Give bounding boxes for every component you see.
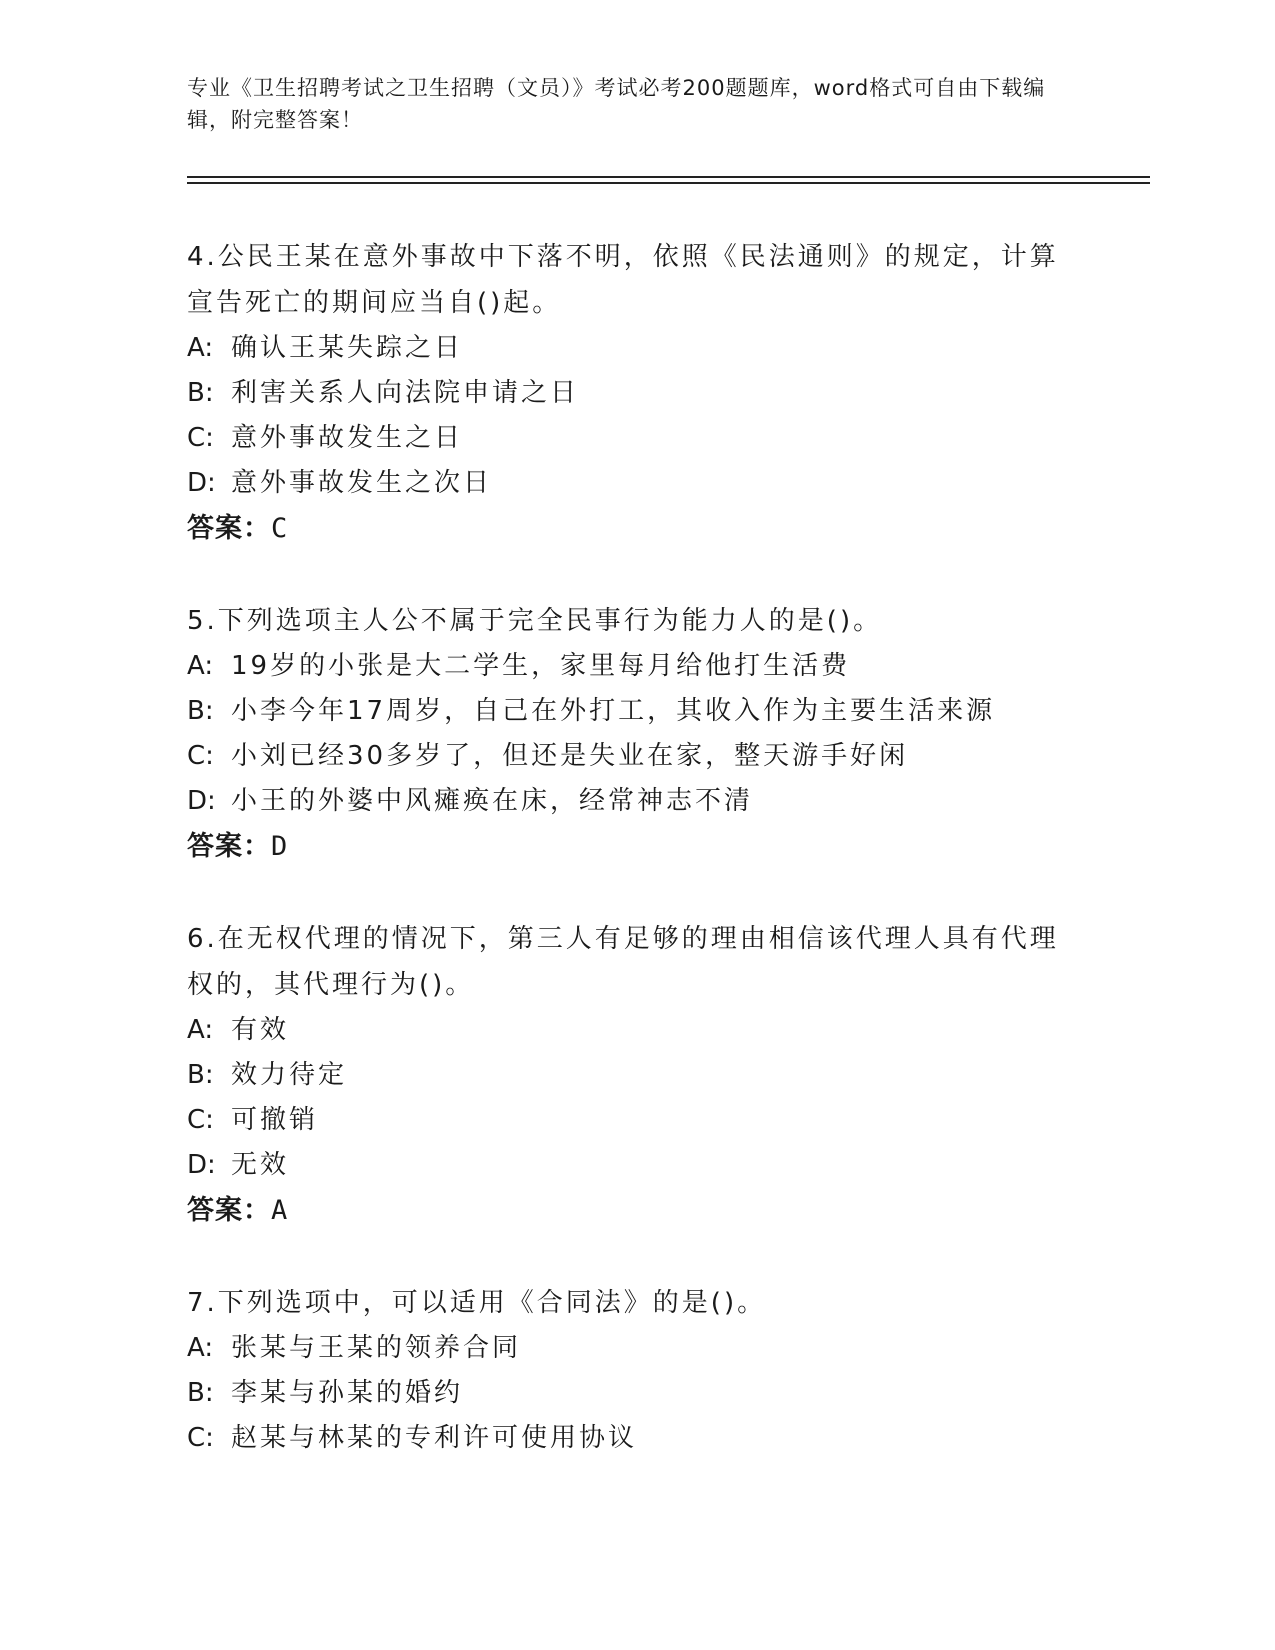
option-key: C: xyxy=(187,423,214,453)
question-option xyxy=(187,416,1087,461)
question-list xyxy=(187,234,1087,1507)
option-text: 确认王某失踪之日 xyxy=(231,333,464,363)
question-option xyxy=(187,461,1087,506)
option-text: 小王的外婆中风瘫痪在床，经常神志不清 xyxy=(231,786,754,816)
question-option xyxy=(187,1098,1087,1143)
question-stem: 7.下列选项中，可以适用《合同法》的是()。 xyxy=(187,1288,767,1318)
option-key: A: xyxy=(187,1015,214,1045)
answer-label: 答案： xyxy=(187,513,271,544)
question-option xyxy=(187,1143,1087,1188)
question-stem: 6.在无权代理的情况下，第三人有足够的理由相信该代理人具有代理权的，其代理行为()。 xyxy=(187,924,1059,1000)
option-key: A: xyxy=(187,333,214,363)
option-text: 意外事故发生之日 xyxy=(231,423,464,453)
option-text: 效力待定 xyxy=(231,1060,348,1090)
document-header: 专业《卫生招聘考试之卫生招聘（文员）》考试必考200题题库，word格式可自由下载编辑，附完整答案！ xyxy=(187,76,1046,132)
question-option xyxy=(187,779,1087,824)
question-option xyxy=(187,644,1087,689)
option-text: 意外事故发生之次日 xyxy=(231,468,493,498)
option-text: 小李今年17周岁，自己在外打工，其收入作为主要生活来源 xyxy=(231,696,996,726)
option-text: 张某与王某的领养合同 xyxy=(231,1333,522,1363)
option-text: 可撤销 xyxy=(231,1105,319,1135)
question-stem: 4.公民王某在意外事故中下落不明，依照《民法通则》的规定，计算宣告死亡的期间应当自()起。 xyxy=(187,242,1059,318)
answer-value: A xyxy=(271,1195,289,1226)
option-key: B: xyxy=(187,1378,214,1408)
question-answer xyxy=(187,506,1087,552)
option-key: C: xyxy=(187,1423,214,1453)
answer-value: D xyxy=(271,831,289,862)
option-text: 小刘已经30多岁了，但还是失业在家，整天游手好闲 xyxy=(231,741,909,771)
answer-label: 答案： xyxy=(187,831,271,862)
option-key: D: xyxy=(187,786,216,816)
option-text: 赵某与林某的专利许可使用协议 xyxy=(231,1423,638,1453)
question-option xyxy=(187,734,1087,779)
question-item xyxy=(187,234,1087,552)
option-text: 无效 xyxy=(231,1150,290,1180)
option-text: 利害关系人向法院申请之日 xyxy=(231,378,580,408)
option-key: D: xyxy=(187,468,216,498)
option-key: B: xyxy=(187,1060,214,1090)
question-stem: 5.下列选项主人公不属于完全民事行为能力人的是()。 xyxy=(187,606,883,636)
answer-label: 答案： xyxy=(187,1195,271,1226)
option-key: B: xyxy=(187,378,214,408)
option-key: A: xyxy=(187,651,214,681)
question-option xyxy=(187,1053,1087,1098)
question-option xyxy=(187,1008,1087,1053)
answer-value: C xyxy=(271,513,289,544)
option-text: 李某与孙某的婚约 xyxy=(231,1378,464,1408)
option-key: A: xyxy=(187,1333,214,1363)
question-item xyxy=(187,1280,1087,1461)
option-key: C: xyxy=(187,741,214,771)
option-text: 有效 xyxy=(231,1015,290,1045)
header-divider-bottom xyxy=(187,182,1150,184)
question-option xyxy=(187,1326,1087,1371)
header-divider-top xyxy=(187,176,1150,178)
option-key: C: xyxy=(187,1105,214,1135)
question-option xyxy=(187,689,1087,734)
question-answer xyxy=(187,824,1087,870)
question-item xyxy=(187,598,1087,870)
question-item xyxy=(187,916,1087,1234)
question-answer xyxy=(187,1188,1087,1234)
question-option xyxy=(187,326,1087,371)
option-key: D: xyxy=(187,1150,216,1180)
option-text: 19岁的小张是大二学生，家里每月给他打生活费 xyxy=(231,651,851,681)
option-key: B: xyxy=(187,696,214,726)
question-option xyxy=(187,1416,1087,1461)
question-option xyxy=(187,1371,1087,1416)
question-option xyxy=(187,371,1087,416)
